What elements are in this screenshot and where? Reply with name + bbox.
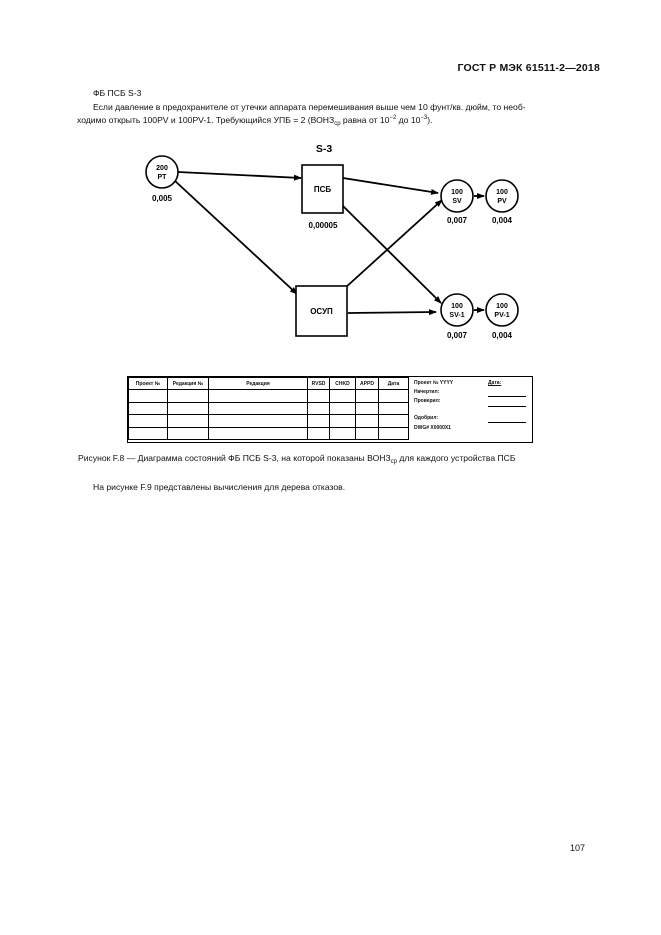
signature-line bbox=[488, 396, 526, 397]
project-label: Проект № YYYY bbox=[414, 380, 454, 386]
header-cell: CHKD bbox=[330, 378, 356, 390]
svg-text:ОСУП: ОСУП bbox=[310, 307, 333, 316]
revision-row bbox=[129, 402, 409, 414]
svg-text:200: 200 bbox=[156, 165, 168, 172]
svg-text:SV-1: SV-1 bbox=[449, 312, 465, 319]
signature-line bbox=[488, 422, 526, 423]
state-diagram bbox=[0, 0, 661, 360]
edge-psb-sv bbox=[343, 178, 438, 193]
svg-text:PT: PT bbox=[157, 174, 167, 181]
revision-row bbox=[129, 390, 409, 402]
svg-text:100: 100 bbox=[496, 303, 508, 310]
header-cell: RVSD bbox=[308, 378, 330, 390]
svg-text:PV: PV bbox=[497, 198, 507, 205]
date-label: Дата: bbox=[488, 380, 502, 386]
node-100-pv-1 bbox=[486, 294, 518, 340]
signature-line bbox=[488, 406, 526, 407]
svg-text:ПСБ: ПСБ bbox=[313, 185, 332, 194]
document-header: ГОСТ Р МЭК 61511-2—2018 bbox=[457, 62, 600, 74]
revision-header-row bbox=[129, 378, 409, 390]
following-paragraph: На рисунке F.9 представлены вычисления для дерева отказов. bbox=[93, 482, 346, 492]
node-value: 0,004 bbox=[491, 331, 513, 340]
node-osup bbox=[296, 286, 347, 336]
node-100-sv-1 bbox=[441, 294, 473, 340]
node-100-sv bbox=[441, 180, 473, 225]
svg-text:PV-1: PV-1 bbox=[494, 312, 510, 319]
paragraph-line-1: Если давление в предохранителе от утечки аппарата перемешивания выше чем 10 фунт/кв. дюйм, то необ- bbox=[93, 102, 526, 112]
section-title: ФБ ПСБ S-3 bbox=[93, 88, 142, 98]
node-psb bbox=[302, 165, 343, 230]
node-value: 0,005 bbox=[151, 194, 173, 203]
svg-text:100: 100 bbox=[451, 303, 463, 310]
svg-text:SV: SV bbox=[452, 198, 462, 205]
header-cell: Проект № bbox=[129, 378, 168, 390]
group-label: S-3 bbox=[315, 143, 333, 155]
checked-label: Проверил: bbox=[414, 398, 441, 404]
header-cell: Дата bbox=[379, 378, 409, 390]
edge-osup-sv bbox=[345, 200, 442, 288]
node-value: 0,007 bbox=[446, 331, 468, 340]
svg-text:100: 100 bbox=[451, 189, 463, 196]
page-number: 107 bbox=[570, 843, 586, 853]
header-cell: APPD bbox=[356, 378, 379, 390]
edge-osup-sv1 bbox=[348, 312, 436, 313]
svg-text:100: 100 bbox=[496, 189, 508, 196]
revision-row bbox=[129, 415, 409, 427]
header-cell: Редакция № bbox=[168, 378, 209, 390]
node-value: 0,007 bbox=[446, 216, 468, 225]
drawing-number: DWG# X0000X1 bbox=[414, 425, 451, 431]
node-value: 0,004 bbox=[491, 216, 513, 225]
edge-pt-osup bbox=[174, 180, 297, 294]
title-block bbox=[127, 376, 533, 443]
approved-label: Одобрил: bbox=[414, 415, 439, 421]
edge-psb-sv1 bbox=[343, 206, 441, 303]
paragraph-line-2: ходимо открыть 100PV и 100PV-1. Требующийся УПБ = 2 ($ВОНЗ_{ср}$ равна от $10^{-2}$ до $10^{-3}$). bbox=[77, 115, 433, 127]
node-200-pt bbox=[146, 156, 178, 203]
revision-row bbox=[129, 427, 409, 439]
node-value: 0,00005 bbox=[308, 221, 338, 230]
header-cell: Редакция bbox=[209, 378, 308, 390]
node-100-pv bbox=[486, 180, 518, 225]
edge-pt-psb bbox=[178, 172, 301, 178]
revision-table bbox=[128, 377, 409, 440]
figure-caption: Рисунок F.8 — Диаграмма состояний ФБ ПСБ S-3, на которой показаны $ВОНЗ_{ср}$ для каждого устройства ПСБ bbox=[78, 453, 516, 465]
started-label: Начертил: bbox=[414, 389, 440, 395]
title-block-info bbox=[409, 377, 533, 442]
